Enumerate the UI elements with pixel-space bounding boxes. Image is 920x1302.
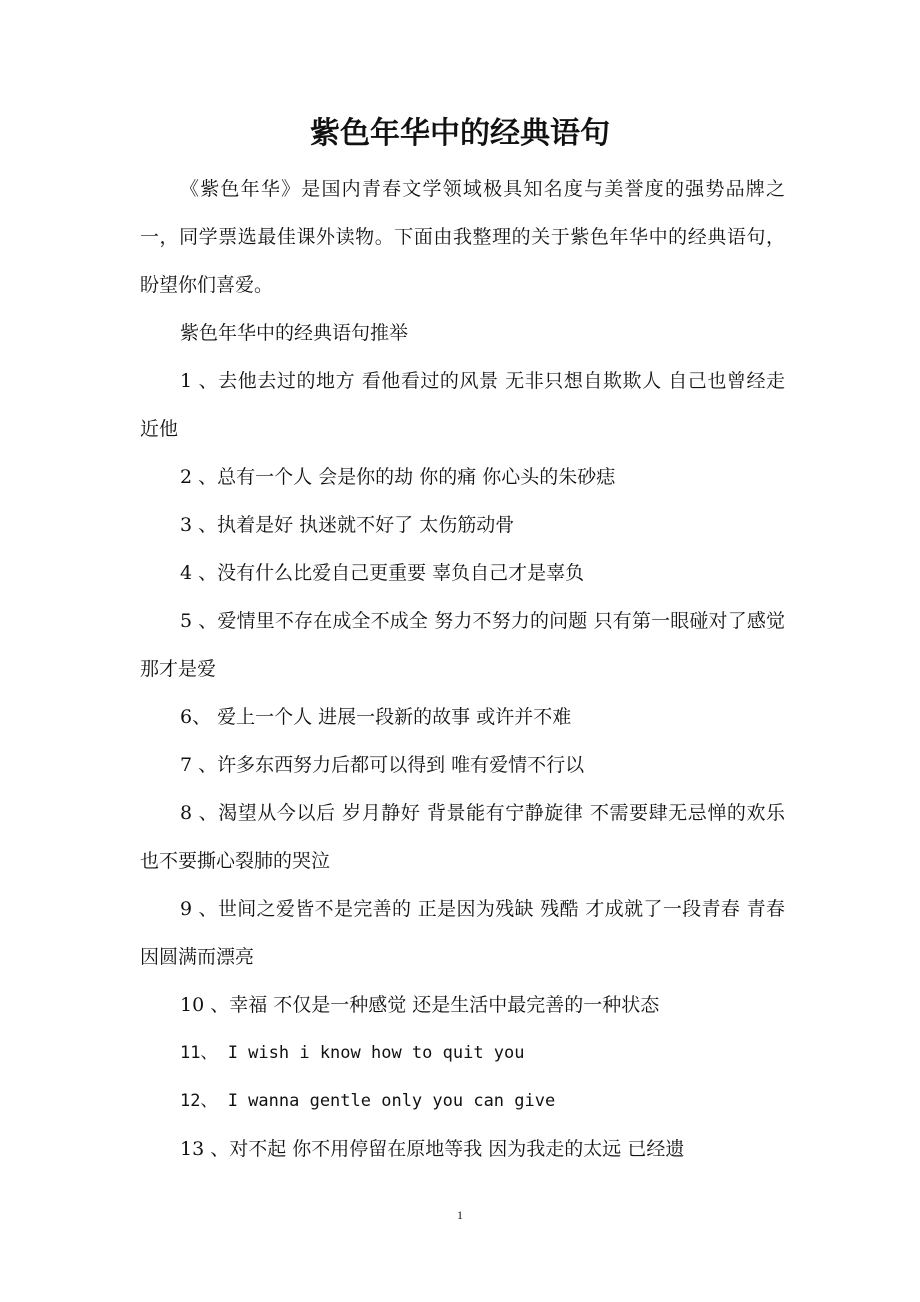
quote-11: 11、 I wish i know how to quit you: [180, 1043, 525, 1063]
quote-8: 8 、渴望从今以后 岁月静好 背景能有宁静旋律 不需要肆无忌惮的欢乐 也不要撕心裂肺的哭泣: [140, 802, 785, 872]
document-body: [140, 165, 785, 1173]
page-number: 1: [457, 1208, 463, 1222]
quote-1: 1 、去他去过的地方 看他看过的风景 无非只想自欺欺人 自己也曾经走近他: [140, 370, 785, 440]
quote-13: 13 、对不起 你不用停留在原地等我 因为我走的太远 已经遗: [180, 1138, 685, 1160]
quote-2: 2 、总有一个人 会是你的劫 你的痛 你心头的朱砂痣: [180, 466, 616, 488]
quote-6: 6、 爱上一个人 进展一段新的故事 或许并不难: [180, 706, 572, 728]
quote-3: 3 、执着是好 执迷就不好了 太伤筋动骨: [180, 514, 515, 536]
quote-4: 4 、没有什么比爱自己更重要 辜负自己才是辜负: [180, 562, 585, 584]
quote-12: 12、 I wanna gentle only you can give: [180, 1091, 556, 1111]
quote-7: 7 、许多东西努力后都可以得到 唯有爱情不行以: [180, 754, 585, 776]
quote-9: 9 、世间之爱皆不是完善的 正是因为残缺 残酷 才成就了一段青春 青春 因圆满而漂亮: [140, 898, 785, 968]
quote-5: 5 、爱情里不存在成全不成全 努力不努力的问题 只有第一眼碰对了感觉 那才是爱: [140, 610, 785, 680]
document-title: 紫色年华中的经典语句: [310, 116, 610, 151]
quote-10: 10 、幸福 不仅是一种感觉 还是生活中最完善的一种状态: [180, 994, 660, 1016]
intro-paragraph: 《紫色年华》是国内青春文学领域极具知名度与美誉度的强势品牌之一，同学票选最佳课外读物。下面由我整理的关于紫色年华中的经典语句，盼望你们喜爱。: [140, 178, 785, 296]
section-heading: 紫色年华中的经典语句推举: [180, 322, 409, 344]
